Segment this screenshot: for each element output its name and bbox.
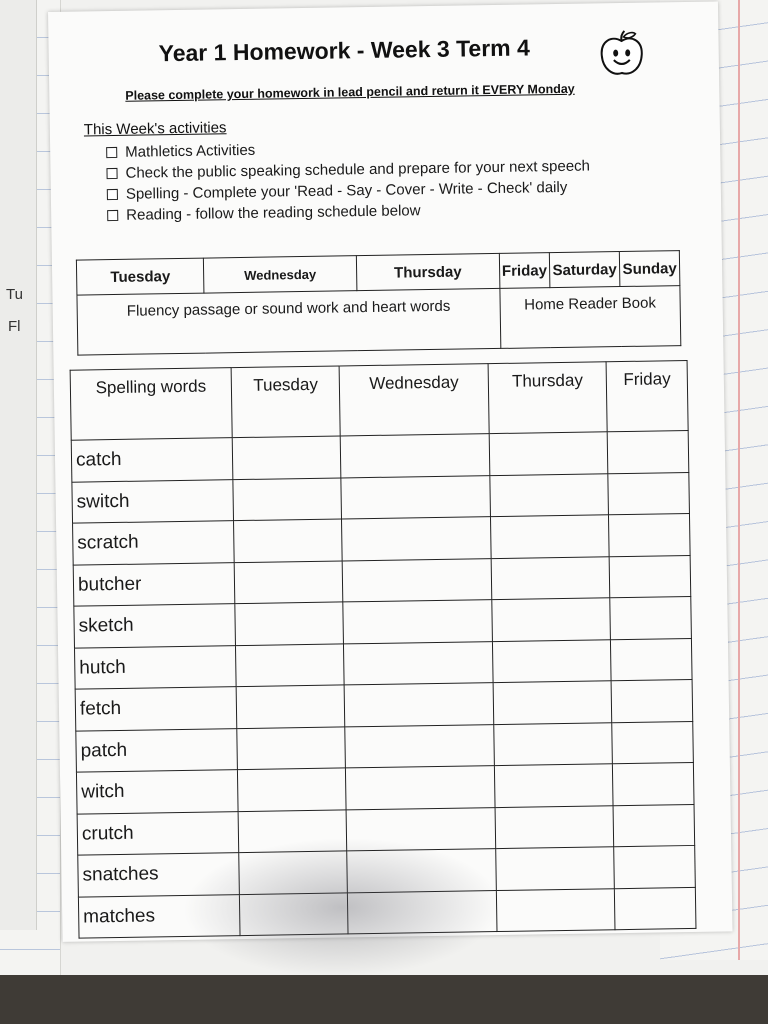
day-header: Tuesday [76, 258, 204, 295]
reading-task-cell: Fluency passage or sound work and heart words [77, 288, 501, 355]
write-cell[interactable] [232, 436, 341, 479]
spelling-word: fetch [75, 687, 237, 731]
write-cell[interactable] [609, 555, 690, 598]
write-cell[interactable] [236, 685, 345, 728]
write-cell[interactable] [341, 475, 490, 519]
write-cell[interactable] [493, 681, 612, 724]
write-cell[interactable] [609, 513, 690, 556]
write-cell[interactable] [234, 519, 343, 562]
day-header: Thursday [356, 253, 500, 290]
write-cell[interactable] [344, 641, 493, 685]
write-cell[interactable] [347, 849, 496, 893]
day-column-header: Thursday [488, 362, 608, 434]
spelling-word: patch [76, 728, 238, 772]
spelling-row [78, 887, 696, 938]
notebook-left-edge [0, 0, 37, 930]
write-cell[interactable] [346, 807, 495, 851]
write-cell[interactable] [235, 643, 344, 686]
spelling-word: catch [71, 438, 233, 482]
write-cell[interactable] [608, 430, 689, 473]
write-cell[interactable] [342, 517, 491, 561]
write-cell[interactable] [237, 768, 346, 811]
write-cell[interactable] [615, 887, 696, 930]
reading-tasks-row [77, 286, 681, 355]
activity-text: Mathletics Activities [125, 141, 256, 161]
spelling-word: matches [78, 894, 240, 938]
write-cell[interactable] [611, 679, 692, 722]
write-cell[interactable] [239, 851, 348, 894]
reading-task-cell: Home Reader Book [500, 286, 681, 349]
activity-text: Spelling - Complete your 'Read - Say - Cover - Write - Check' daily [125, 178, 568, 203]
write-cell[interactable] [235, 602, 344, 645]
spelling-word: switch [72, 479, 234, 523]
day-column-header: Tuesday [231, 366, 341, 438]
spelling-table [70, 360, 697, 939]
spelling-header-row [70, 361, 688, 441]
edge-fragment: Tu [6, 286, 23, 303]
write-cell[interactable] [494, 764, 613, 807]
spelling-word: hutch [74, 645, 236, 689]
write-cell[interactable] [613, 804, 694, 847]
write-cell[interactable] [346, 766, 495, 810]
write-cell[interactable] [614, 845, 695, 888]
activity-text: Check the public speaking schedule and prepare for your next speech [125, 157, 591, 182]
day-header: Friday [499, 253, 550, 289]
write-cell[interactable] [612, 721, 693, 764]
write-cell[interactable] [237, 726, 346, 769]
write-cell[interactable] [341, 434, 490, 478]
worksheet-title: Year 1 Homework - Week 3 Term 4 [158, 34, 530, 67]
write-cell[interactable] [345, 724, 494, 768]
spelling-words-header: Spelling words [70, 368, 232, 441]
spelling-word: crutch [77, 811, 239, 855]
write-cell[interactable] [348, 890, 497, 934]
write-cell[interactable] [492, 598, 611, 641]
write-cell[interactable] [496, 888, 615, 931]
write-cell[interactable] [489, 432, 608, 475]
spelling-word: witch [76, 770, 238, 814]
homework-sheet [48, 1, 733, 941]
table-surface [0, 975, 768, 1024]
write-cell[interactable] [491, 556, 610, 599]
write-cell[interactable] [345, 683, 494, 727]
write-cell[interactable] [492, 639, 611, 682]
write-cell[interactable] [239, 892, 348, 935]
write-cell[interactable] [490, 473, 609, 516]
day-column-header: Friday [606, 361, 688, 432]
instruction-text: Please complete your homework in lead pencil and return it EVERY Monday [125, 81, 575, 103]
write-cell[interactable] [343, 600, 492, 644]
spelling-word: sketch [74, 604, 236, 648]
spelling-word: butcher [73, 562, 235, 606]
write-cell[interactable] [238, 809, 347, 852]
write-cell[interactable] [490, 515, 609, 558]
write-cell[interactable] [610, 596, 691, 639]
spelling-word: snatches [78, 853, 240, 897]
day-header: Wednesday [204, 256, 357, 293]
write-cell[interactable] [496, 847, 615, 890]
write-cell[interactable] [608, 472, 689, 515]
write-cell[interactable] [343, 558, 492, 602]
activity-list [106, 134, 647, 226]
edge-fragment: Fl [8, 318, 21, 335]
spelling-word: scratch [73, 521, 235, 565]
day-header: Sunday [620, 251, 680, 287]
activity-text: Reading - follow the reading schedule below [126, 202, 421, 224]
day-column-header: Wednesday [340, 364, 489, 436]
day-header: Saturday [549, 252, 620, 288]
write-cell[interactable] [494, 722, 613, 765]
write-cell[interactable] [234, 560, 343, 603]
checkbox-icon [107, 189, 118, 200]
checkbox-icon [106, 168, 117, 179]
write-cell[interactable] [495, 805, 614, 848]
checkbox-icon [107, 210, 118, 221]
write-cell[interactable] [613, 762, 694, 805]
write-cell[interactable] [233, 477, 342, 520]
reading-schedule-table [76, 250, 681, 355]
activities-heading: This Week's activities [83, 119, 227, 139]
write-cell[interactable] [611, 638, 692, 681]
apple-icon [596, 29, 647, 80]
checkbox-icon [106, 147, 117, 158]
